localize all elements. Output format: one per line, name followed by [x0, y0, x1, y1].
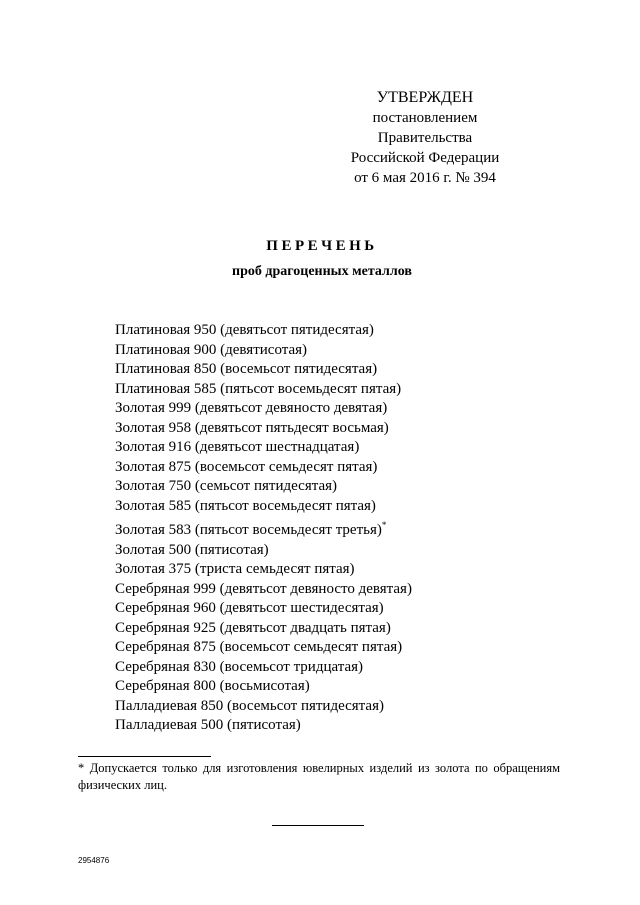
document-subtitle: проб драгоценных металлов [232, 264, 412, 279]
list-item: Палладиевая 850 (восемьсот пятидесятая) [115, 697, 384, 714]
list-item: Платиновая 900 (девятисотая) [115, 341, 308, 358]
list-item: Серебряная 960 (девятьсот шестидесятая) [115, 600, 384, 616]
list-item: Золотая 375 (триста семьдесят пятая) [115, 561, 355, 577]
list-item: Платиновая 950 (девятьсот пятидесятая) [115, 322, 374, 338]
list-item: Золотая 750 (семьсот пятидесятая) [115, 478, 338, 494]
approval-line-1: постановлением Правительства [372, 110, 478, 146]
list-item: Серебряная 925 (девятьсот двадцать пятая) [115, 619, 391, 636]
footnote-marker: * [381, 520, 387, 530]
approval-line-3: от 6 мая 2016 г. № 394 [354, 170, 496, 186]
end-divider [272, 825, 364, 826]
list-item: Серебряная 800 (восьмисотая) [115, 678, 310, 694]
footnote-separator [78, 756, 211, 757]
list-item: Платиновая 850 (восемьсот пятидесятая) [115, 361, 378, 377]
assay-list [115, 321, 412, 736]
document-title: ПЕРЕЧЕНЬ [266, 238, 378, 254]
list-item: Серебряная 999 (девятьсот девяносто девятая) [115, 580, 412, 597]
list-item: Золотая 999 (девятьсот девяносто девятая) [115, 400, 388, 416]
document-id: 2954876 [78, 856, 110, 865]
list-item: Золотая 583 (пятьсот восемьдесят третья)* [115, 520, 387, 538]
list-item: Золотая 916 (девятьсот шестнадцатая) [115, 439, 360, 455]
approval-line-2: Российской Федерации [350, 150, 500, 166]
list-item: Золотая 875 (восемьсот семьдесят пятая) [115, 458, 378, 475]
list-item: Платиновая 585 (пятьсот восемьдесят пятая) [115, 380, 402, 397]
list-item: Золотая 585 (пятьсот восемьдесят пятая) [115, 497, 376, 514]
list-item: Палладиевая 500 (пятисотая) [115, 717, 301, 733]
list-item: Золотая 958 (девятьсот пятьдесят восьмая) [115, 419, 389, 436]
list-item: Серебряная 830 (восемьсот тридцатая) [115, 658, 364, 675]
approval-block [330, 88, 520, 188]
list-item: Золотая 500 (пятисотая) [115, 541, 269, 558]
footnote-text: * Допускается только для изготовления ювелирных изделий из золота по обращениям физических лиц. [78, 761, 560, 792]
approval-heading: УТВЕРЖДЕН [376, 89, 474, 106]
list-item: Серебряная 875 (восемьсот семьдесят пятая) [115, 639, 403, 655]
